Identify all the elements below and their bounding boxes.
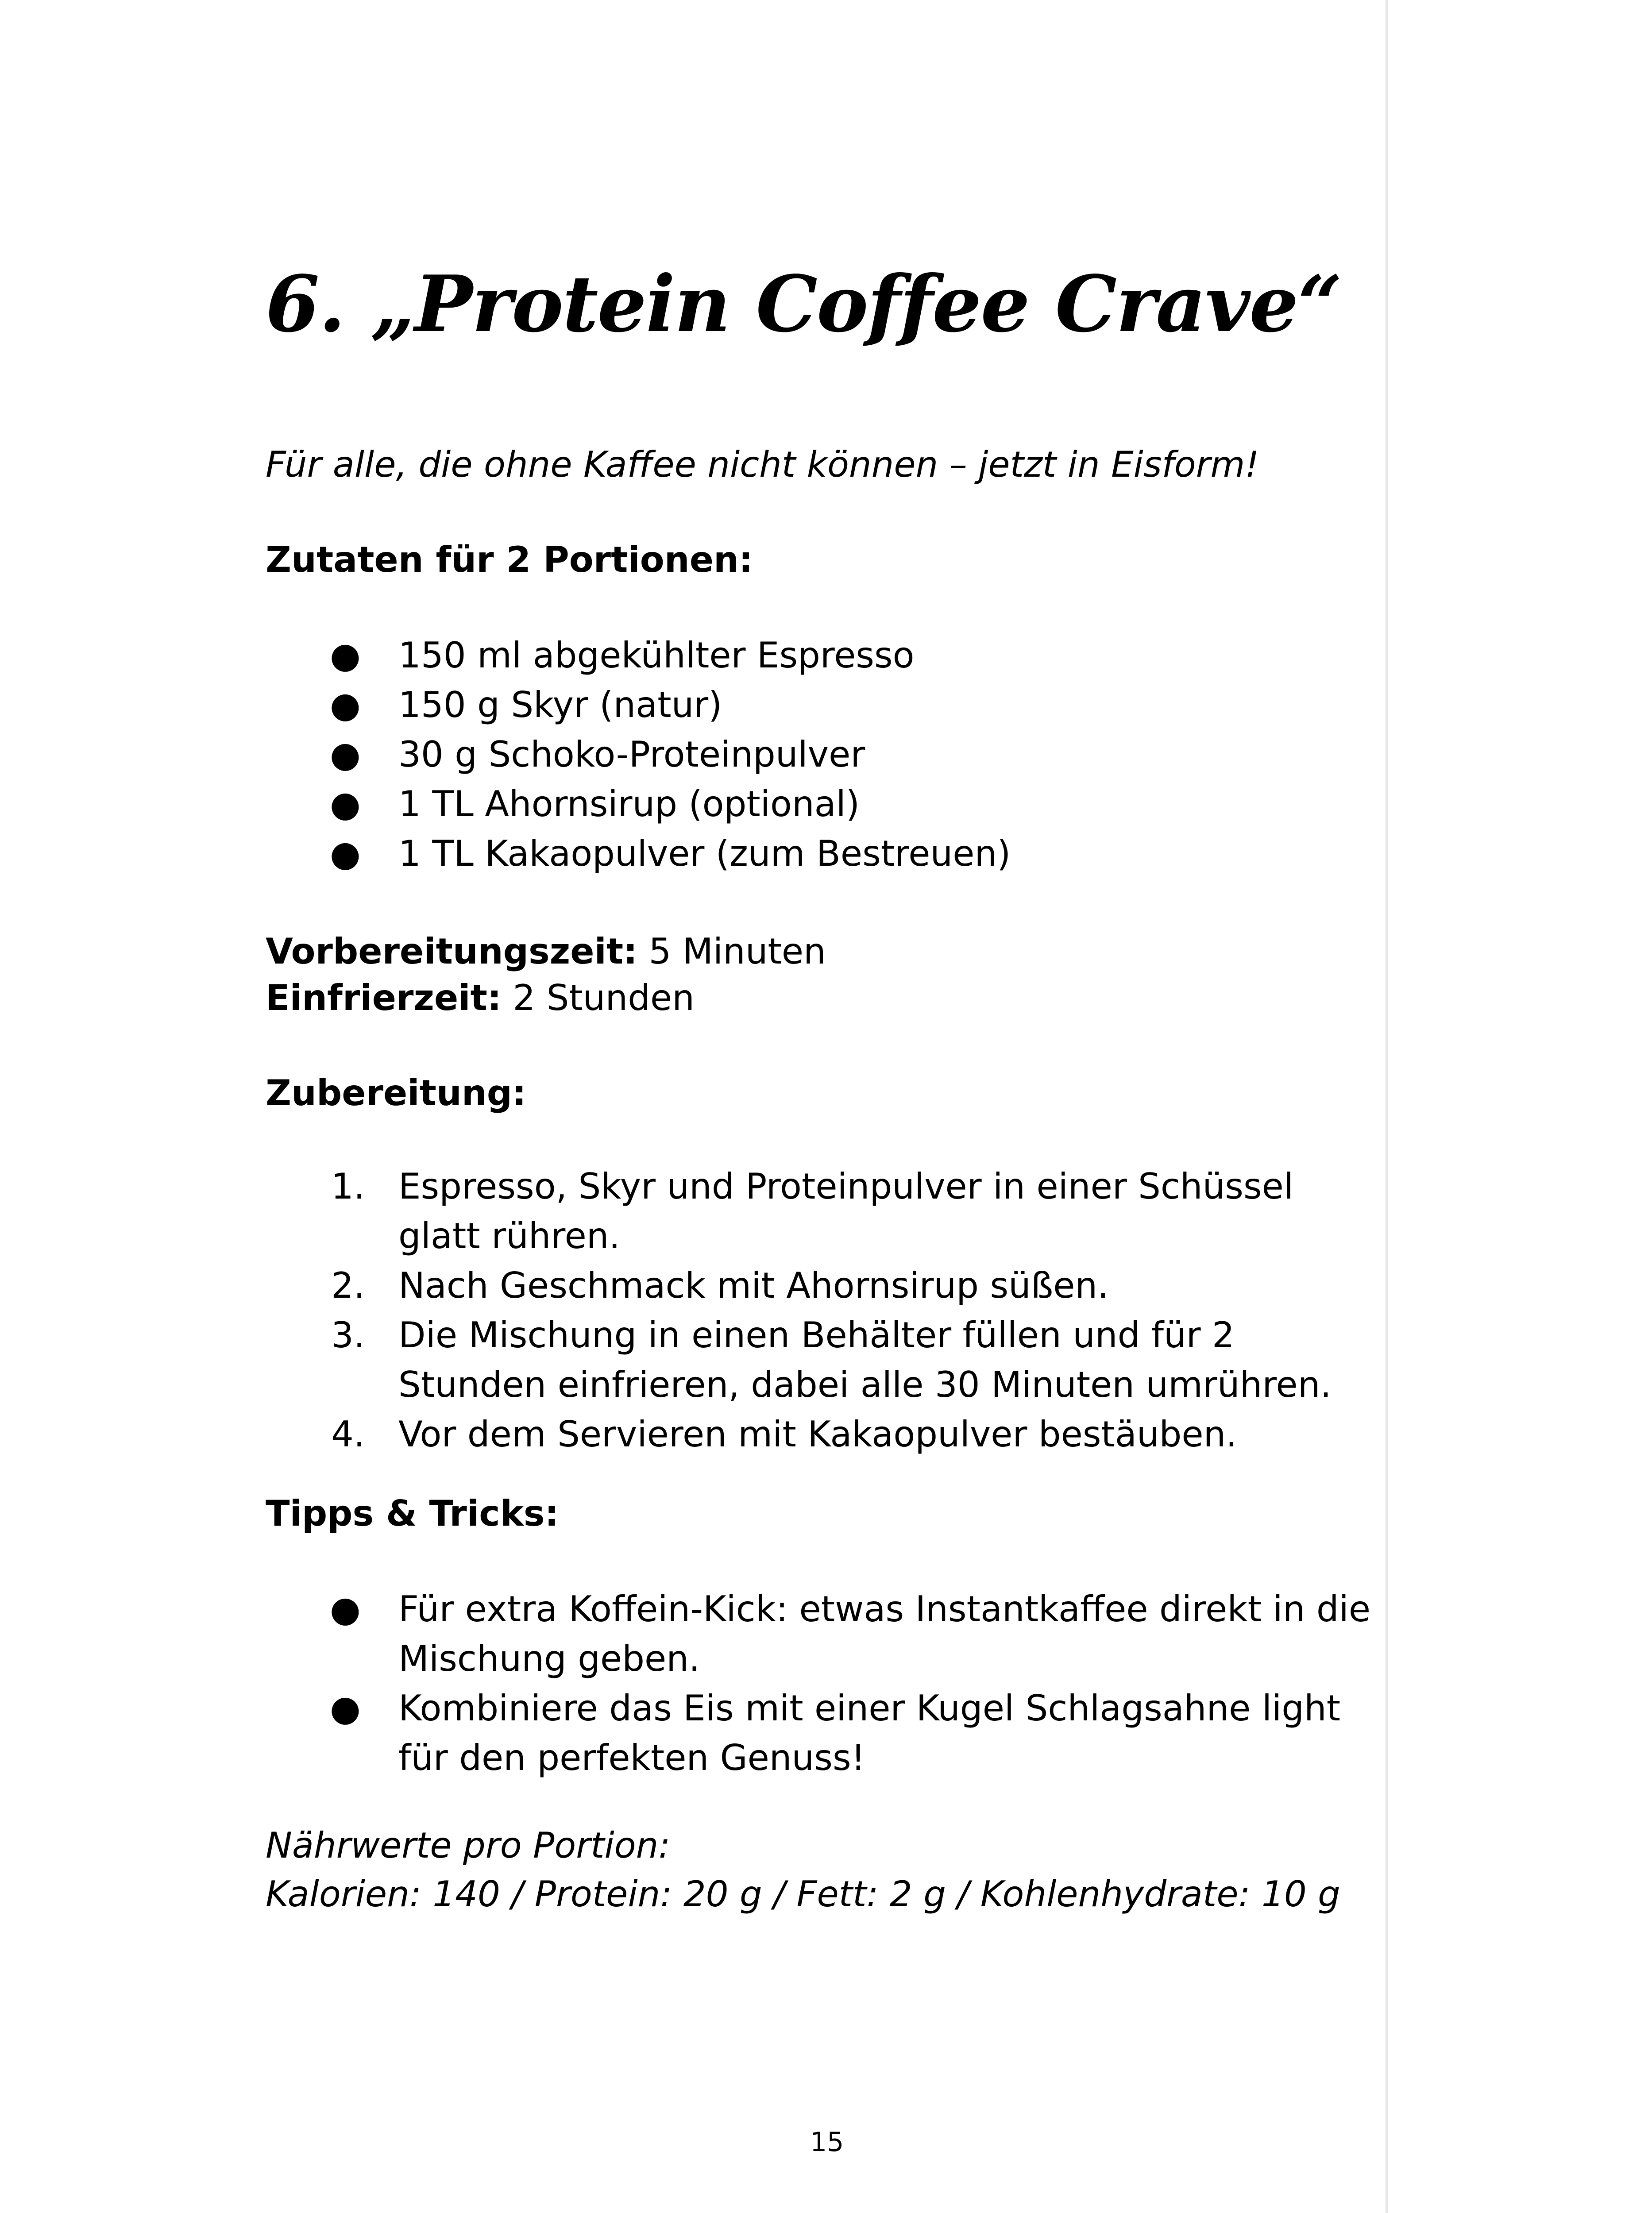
tip-item: ● Kombiniere das Eis mit einer Kugel Schlagsahne light für den perfekten Genuss! <box>266 1684 1372 1783</box>
tip-item: ● Für extra Koffein-Kick: etwas Instantkaffee direkt in die Mischung geben. <box>266 1585 1372 1684</box>
preparation-steps <box>266 1162 1372 1459</box>
bullet-icon: ● <box>330 833 361 874</box>
ingredient-item: ● 150 g Skyr (natur) <box>266 680 1372 730</box>
freeze-time-value: 2 Stunden <box>501 977 695 1018</box>
ingredients-list <box>266 631 1372 879</box>
prep-time-value: 5 Minuten <box>637 931 826 972</box>
step-item: 1. Espresso, Skyr und Proteinpulver in einer Schüssel glatt rühren. <box>266 1162 1372 1261</box>
step-item: 2. Nach Geschmack mit Ahornsirup süßen. <box>266 1261 1372 1311</box>
ingredient-item: ● 30 g Schoko-Proteinpulver <box>266 730 1372 779</box>
prep-time-label: Vorbereitungszeit: <box>266 931 638 972</box>
bullet-icon: ● <box>330 1688 361 1729</box>
nutrition-heading: Nährwerte pro Portion: <box>266 1825 671 1866</box>
freeze-time-label: Einfrierzeit: <box>266 977 502 1018</box>
ingredient-item: ● 1 TL Kakaopulver (zum Bestreuen) <box>266 829 1372 879</box>
freeze-time <box>266 977 695 1018</box>
bullet-icon: ● <box>330 635 361 676</box>
recipe-title: 6. „Protein Coffee Crave“ <box>266 259 1342 350</box>
bullet-icon: ● <box>330 734 361 775</box>
bullet-icon: ● <box>330 1588 361 1630</box>
page-edge-divider <box>1386 0 1388 2213</box>
ingredient-item: ● 1 TL Ahornsirup (optional) <box>266 779 1372 829</box>
prep-time <box>266 931 826 972</box>
ingredient-item: ● 150 ml abgekühlter Espresso <box>266 631 1372 680</box>
bullet-icon: ● <box>330 783 361 825</box>
page-number: 15 <box>810 2127 844 2158</box>
tips-list <box>266 1585 1372 1783</box>
step-number: 2. <box>331 1265 365 1306</box>
recipe-subtitle: Für alle, die ohne Kaffee nicht können – jetzt in Eisform! <box>266 444 1259 485</box>
step-item: 3. Die Mischung in einen Behälter füllen und für 2 Stunden einfrieren, dabei alle 30 Minuten umrühren. <box>266 1311 1372 1410</box>
bullet-icon: ● <box>330 684 361 725</box>
nutrition-values: Kalorien: 140 / Protein: 20 g / Fett: 2 g / Kohlenhydrate: 10 g <box>266 1874 1340 1915</box>
step-number: 4. <box>331 1414 365 1455</box>
tips-heading: Tipps & Tricks: <box>266 1493 559 1534</box>
step-number: 3. <box>331 1315 365 1356</box>
step-item: 4. Vor dem Servieren mit Kakaopulver bestäuben. <box>266 1410 1372 1459</box>
preparation-heading: Zubereitung: <box>266 1072 527 1114</box>
step-number: 1. <box>331 1166 365 1207</box>
ingredients-heading: Zutaten für 2 Portionen: <box>266 539 753 580</box>
